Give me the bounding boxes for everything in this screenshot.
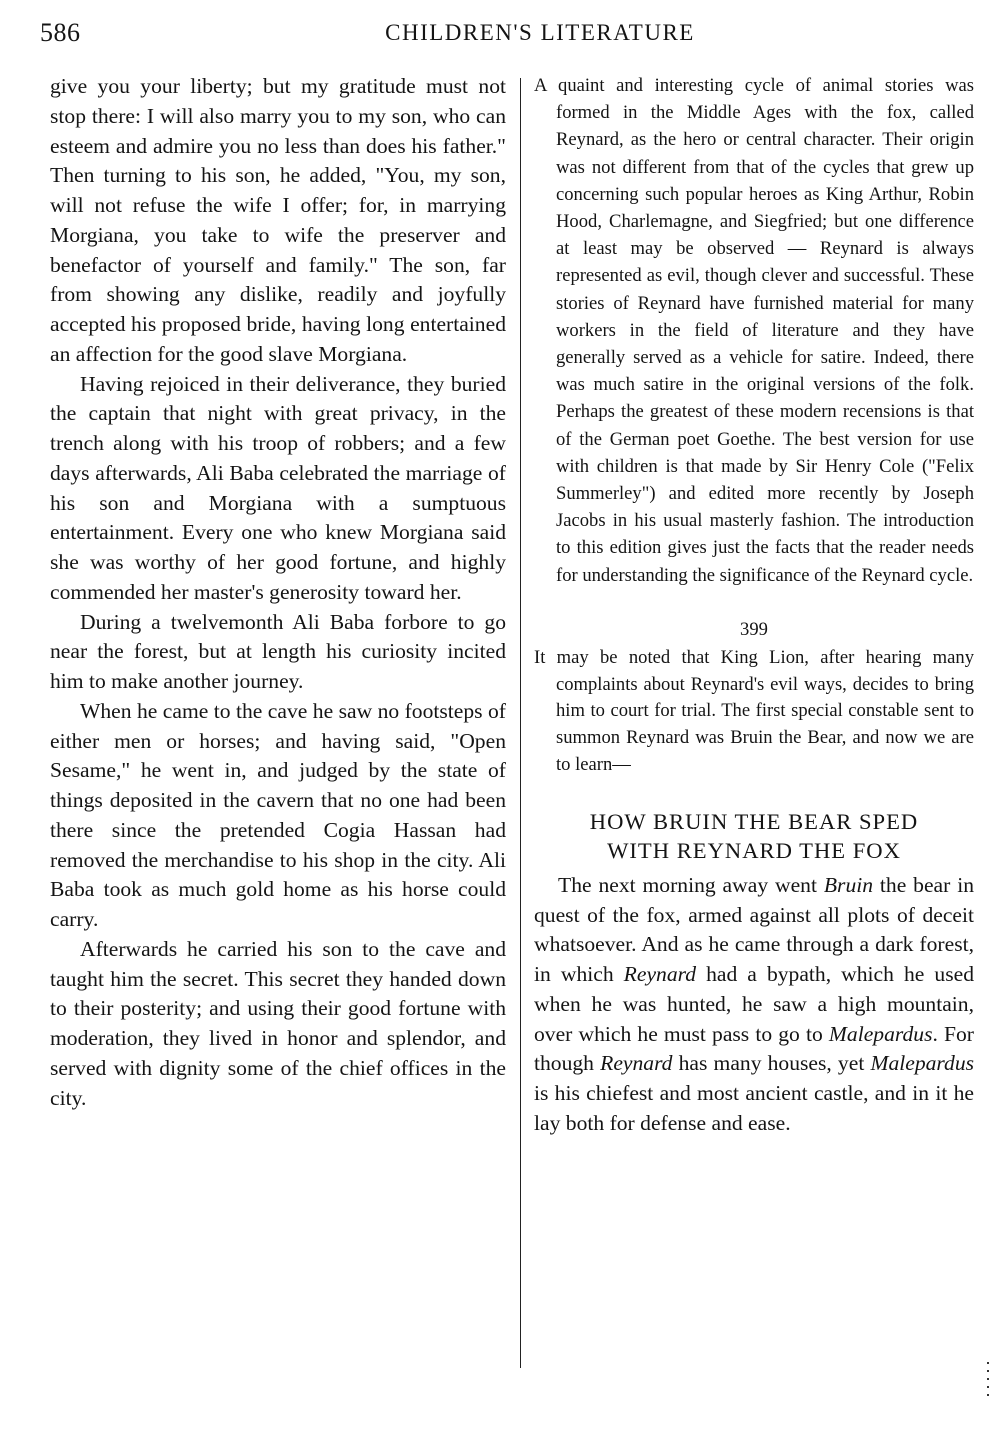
name-reynard: Reynard [623,962,697,987]
story-title [534,807,974,865]
margin-speck-marks [985,1362,991,1412]
page-header [40,12,980,52]
story-text: the bear in quest of the fox, armed against all plots of deceit whatsoever. And as he came through a dark forest, in which [534,872,974,987]
paragraph: Having rejoiced in their deliverance, they buried the captain that night with great privacy, in the trench along with his troop of robbers; and a few days afterwards, Ali Baba celebrated the marriage of his son and Morgiana with a sumptuous entertainment. Every one who knew Morgiana said she was worthy of her good fortune, and highly commended her master's generosity toward her. [50,371,506,604]
column-divider [520,78,521,1368]
story-text: The next morning away went [558,872,824,897]
story-title-line-1: HOW BRUIN THE BEAR SPED [589,808,919,834]
lead-in-note: It may be noted that King Lion, after hearing many complaints about Reynard's evil ways, decides to bring him to court for trial. The first special constable sent to summon Reynard was Bruin the Bear, and now we are to learn— [534,646,974,776]
story-title-line-2: WITH REYNARD THE FOX [607,837,901,863]
name-bruin: Bruin [823,872,874,897]
paragraph: When he came to the cave he saw no footsteps of either men or horses; and having said, "Open Sesame," he went in, and judged by the state of things deposited in the cavern that no one had been there since the pretended Cogia Hassan had removed the merchandise to his shop in the city. Ali Baba took as much gold home as his horse could carry. [50,698,506,931]
paragraph: Afterwards he carried his son to the cave and taught him the secret. This secret they handed down to their posterity; and using their good fortune with moderation, they lived in honor and splendor, and served with dignity some of the chief offices in the city. [50,936,506,1110]
reference-number: 399 [740,618,768,640]
paragraph: During a twelvemonth Ali Baba forbore to go near the forest, but at length his curiosity incited him to make another journey. [50,609,506,693]
story-paragraph [534,871,974,1139]
story-text: has many houses, yet [672,1051,871,1076]
story-text: is his chiefest and most ancient castle, and in it he lay both for defense and ease. [534,1081,974,1135]
running-title: CHILDREN'S LITERATURE [385,20,695,45]
right-column [534,72,974,1139]
intro-note: A quaint and interesting cycle of animal stories was formed in the Middle Ages with the fox, called Reynard, as the hero or central character. Their origin was not different from that of the cycles that grew up concerning such popular heroes as King Arthur, Robin Hood, Charlemagne, and Siegfried; but one difference at least may be observed — Reynard is always represented as evil, though clever and successful. These stories of Reynard have furnished material for many workers in the field of literature and they have generally served as a vehicle for satire. Indeed, there was much satire in the original versions of the folk. Perhaps the greatest of these modern recensions is that of the German poet Goethe. The best version for use with children is that made by Sir Henry Cole ("Felix Summerley") and edited more recently by Joseph Jacobs in his usual masterly fashion. The introduction to this edition gives just the facts that the reader needs for understanding the significance of the Reynard cycle. [534,75,974,586]
paragraph: give you your liberty; but my gratitude must not stop there: I will also marry you to my son, who can esteem and admire you no less than does his father." Then turning to his son, he added, "You, my son, will not refuse the wife I offer; for, in marrying Morgiana, you take to wife the preserver and benefactor of yourself and family." The son, far from showing any dislike, readily and joyfully accepted his proposed bride, having long entertained an affection for the good slave Morgiana. [50,74,506,366]
story-text: . For though [534,1021,974,1076]
page-number: 586 [40,18,81,47]
story-text: had a bypath, which he used when he was hunted, he saw a high mountain, over which he must pass to go to [534,962,974,1046]
name-malepardus: Malepardus [870,1051,975,1076]
name-malepardus: Malepardus [828,1021,933,1046]
name-reynard: Reynard [600,1051,673,1076]
left-column [50,72,506,1113]
